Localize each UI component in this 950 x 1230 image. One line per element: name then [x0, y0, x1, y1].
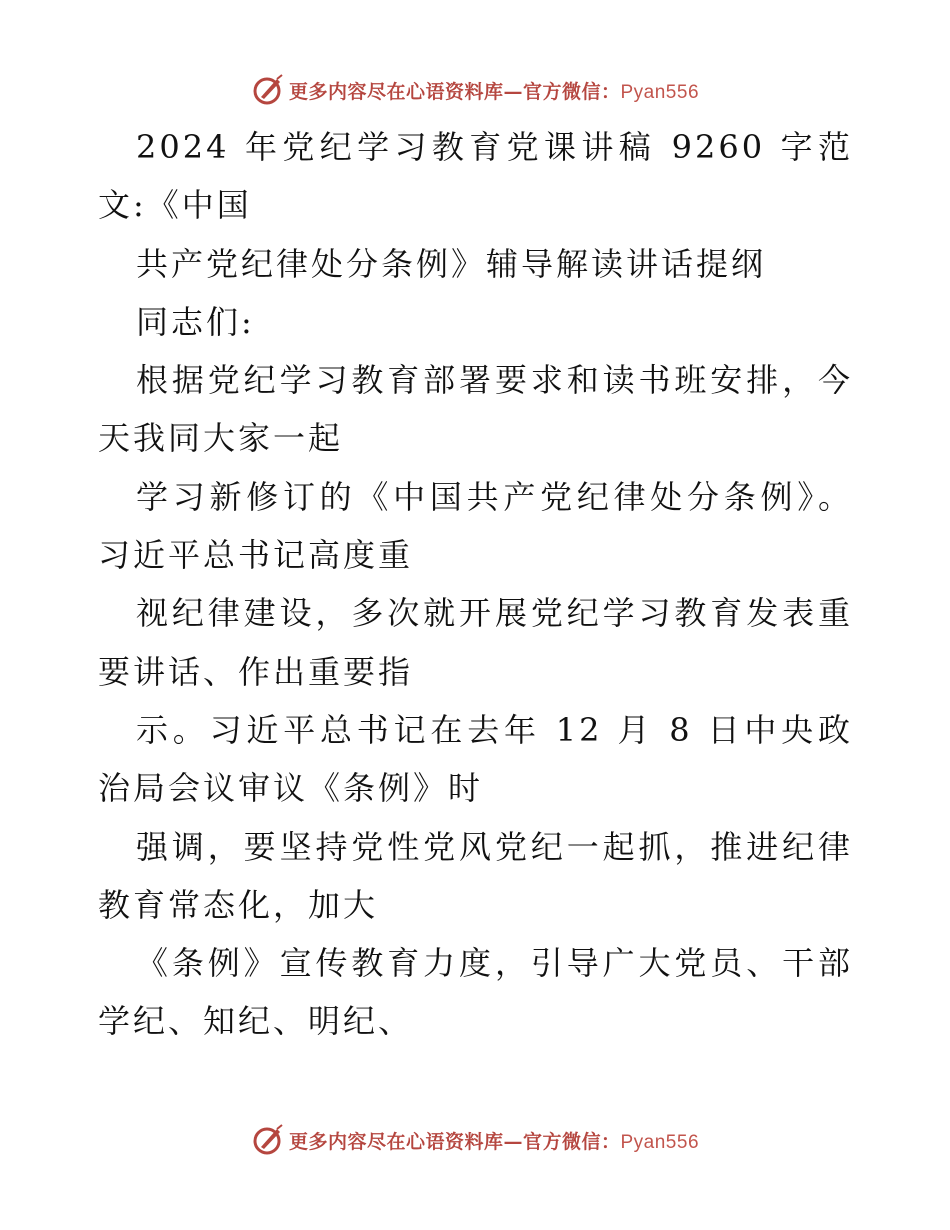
- body-paragraph: 根据党纪学习教育部署要求和读书班安排，今天我同大家一起: [98, 361, 853, 458]
- watermark-text: 更多内容尽在心语资料库—官方微信：Pyan556: [288, 80, 700, 103]
- header-watermark: [0, 70, 950, 110]
- wechat-id: Pyan556: [620, 81, 700, 103]
- salutation: 同志们:: [136, 302, 255, 341]
- body-paragraph: 强调，要坚持党性党风党纪一起抓，推进纪律教育常态化，加大: [98, 827, 853, 924]
- document-title-line-1: 2024 年党纪学习教育党课讲稿 9260 字范文:《中国: [98, 128, 853, 225]
- body-paragraph: 示。习近平总书记在去年 12 月 8 日中央政治局会议审议《条例》时: [98, 710, 853, 808]
- body-paragraph: 视纪律建设，多次就开展党纪学习教育发表重要讲话、作出重要指: [98, 594, 853, 691]
- watermark-text: 更多内容尽在心语资料库—官方微信：Pyan556: [288, 1130, 700, 1153]
- quill-circle-logo-icon: [251, 1123, 285, 1157]
- document-title-line-2: 共产党纪律处分条例》辅导解读讲话提纲: [136, 244, 767, 283]
- quill-circle-logo-icon: [251, 73, 285, 107]
- footer-watermark: [0, 1120, 950, 1160]
- body-paragraph: 《条例》宣传教育力度，引导广大党员、干部学纪、知纪、明纪、: [98, 944, 853, 1041]
- body-paragraph: 学习新修订的《中国共产党纪律处分条例》。习近平总书记高度重: [98, 477, 853, 575]
- wechat-id: Pyan556: [620, 1131, 700, 1153]
- document-body: [98, 118, 853, 1051]
